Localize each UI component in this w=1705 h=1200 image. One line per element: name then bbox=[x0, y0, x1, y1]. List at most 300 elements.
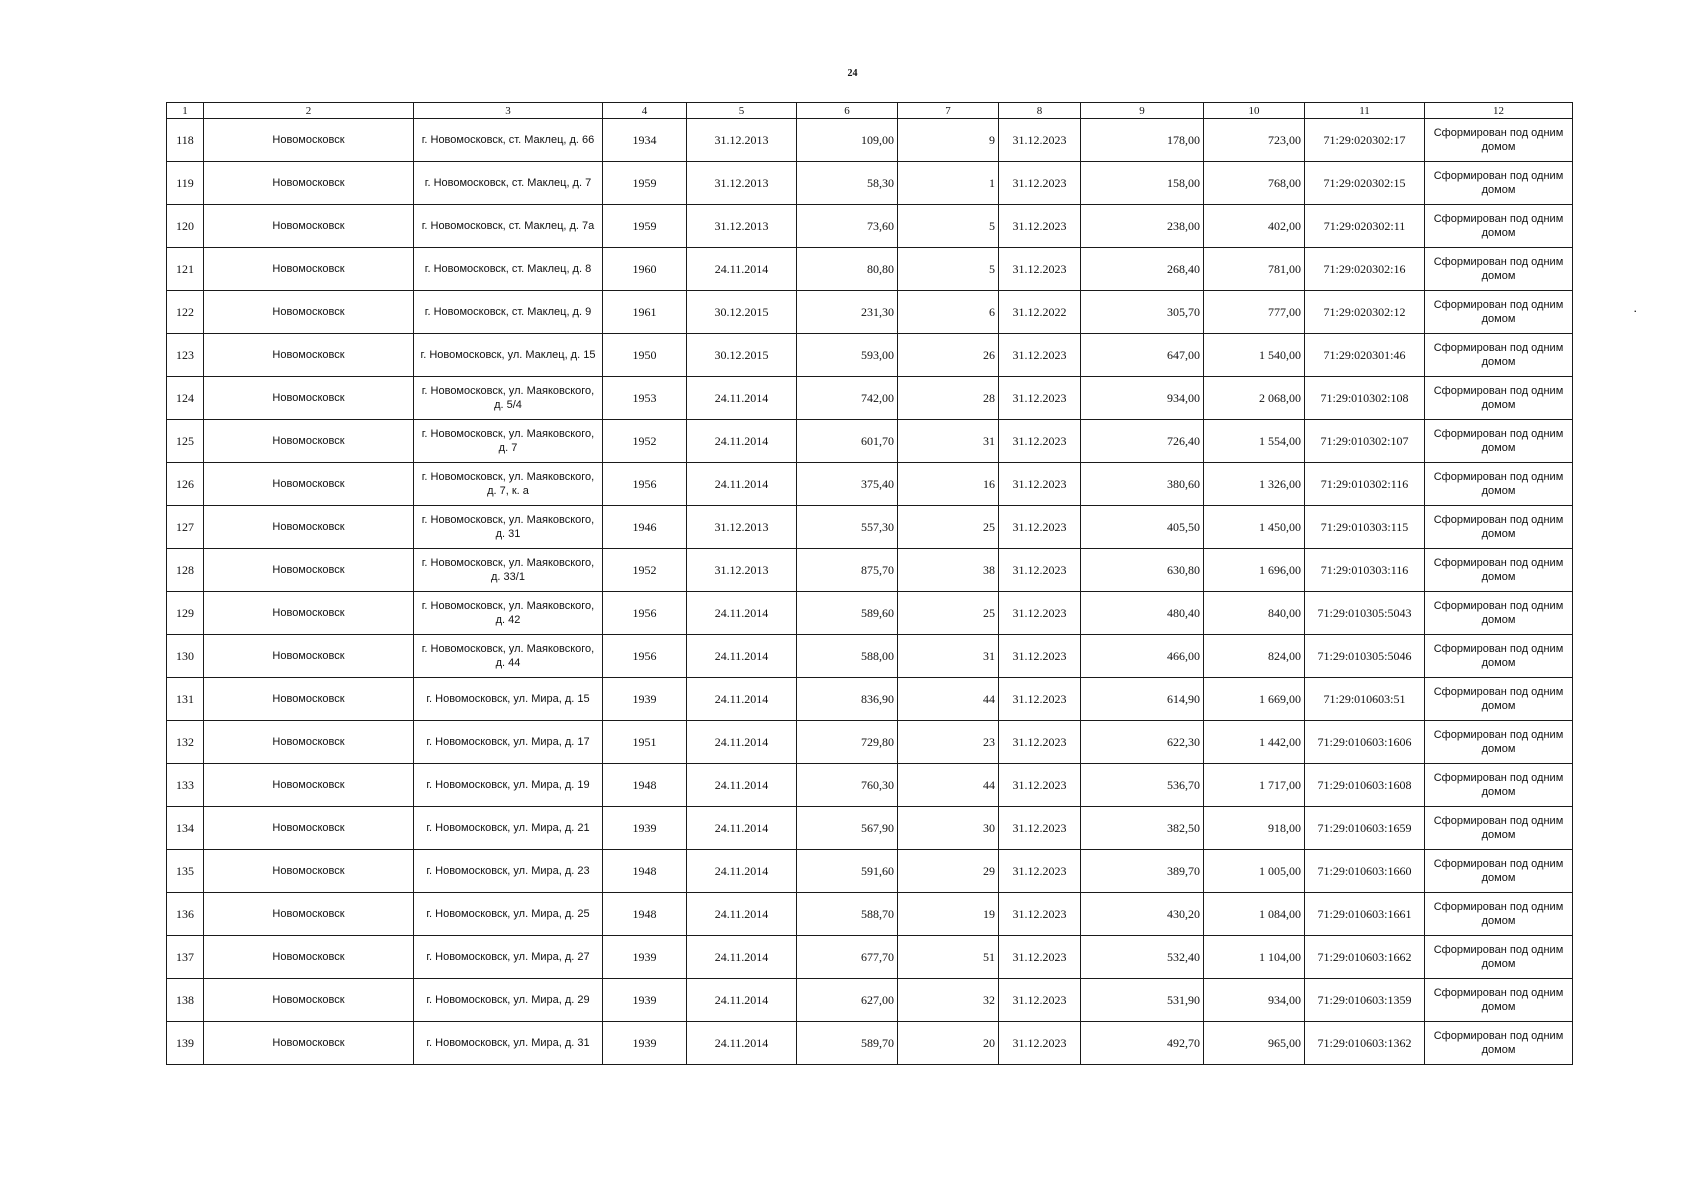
status-cell: Сформирован под одним домом bbox=[1425, 205, 1573, 248]
year-cell: 1952 bbox=[603, 420, 687, 463]
housing-registry-table bbox=[166, 102, 1573, 1065]
area-cell: 109,00 bbox=[797, 119, 898, 162]
cadastral-number-cell: 71:29:010603:1662 bbox=[1305, 936, 1425, 979]
area-cell: 760,30 bbox=[797, 764, 898, 807]
count-cell: 5 bbox=[898, 248, 999, 291]
status-cell: Сформирован под одним домом bbox=[1425, 893, 1573, 936]
row-number-cell: 125 bbox=[167, 420, 204, 463]
table-row bbox=[167, 248, 1573, 291]
deadline-date-cell: 31.12.2023 bbox=[999, 420, 1081, 463]
status-cell: Сформирован под одним домом bbox=[1425, 549, 1573, 592]
count-cell: 32 bbox=[898, 979, 999, 1022]
count-cell: 9 bbox=[898, 119, 999, 162]
value-col9-cell: 158,00 bbox=[1081, 162, 1204, 205]
value-col9-cell: 492,70 bbox=[1081, 1022, 1204, 1065]
row-number-cell: 134 bbox=[167, 807, 204, 850]
date-cell: 30.12.2015 bbox=[687, 291, 797, 334]
area-cell: 231,30 bbox=[797, 291, 898, 334]
cadastral-number-cell: 71:29:010303:116 bbox=[1305, 549, 1425, 592]
area-cell: 557,30 bbox=[797, 506, 898, 549]
table-body bbox=[167, 119, 1573, 1065]
area-cell: 375,40 bbox=[797, 463, 898, 506]
deadline-date-cell: 31.12.2023 bbox=[999, 248, 1081, 291]
count-cell: 20 bbox=[898, 1022, 999, 1065]
date-cell: 24.11.2014 bbox=[687, 463, 797, 506]
value-col9-cell: 614,90 bbox=[1081, 678, 1204, 721]
table-row bbox=[167, 678, 1573, 721]
date-cell: 24.11.2014 bbox=[687, 678, 797, 721]
value-col10-cell: 1 442,00 bbox=[1204, 721, 1305, 764]
status-cell: Сформирован под одним домом bbox=[1425, 248, 1573, 291]
cadastral-number-cell: 71:29:010603:1362 bbox=[1305, 1022, 1425, 1065]
date-cell: 24.11.2014 bbox=[687, 764, 797, 807]
column-header: 2 bbox=[204, 103, 414, 119]
status-cell: Сформирован под одним домом bbox=[1425, 979, 1573, 1022]
value-col10-cell: 965,00 bbox=[1204, 1022, 1305, 1065]
column-header: 8 bbox=[999, 103, 1081, 119]
row-number-cell: 119 bbox=[167, 162, 204, 205]
date-cell: 24.11.2014 bbox=[687, 377, 797, 420]
cadastral-number-cell: 71:29:010603:1659 bbox=[1305, 807, 1425, 850]
year-cell: 1939 bbox=[603, 807, 687, 850]
address-cell: г. Новомосковск, ст. Маклец, д. 7а bbox=[414, 205, 603, 248]
value-col9-cell: 647,00 bbox=[1081, 334, 1204, 377]
address-cell: г. Новомосковск, ул. Мира, д. 25 bbox=[414, 893, 603, 936]
city-cell: Новомосковск bbox=[204, 893, 414, 936]
value-col10-cell: 777,00 bbox=[1204, 291, 1305, 334]
count-cell: 5 bbox=[898, 205, 999, 248]
city-cell: Новомосковск bbox=[204, 463, 414, 506]
year-cell: 1946 bbox=[603, 506, 687, 549]
area-cell: 588,00 bbox=[797, 635, 898, 678]
cadastral-number-cell: 71:29:010302:107 bbox=[1305, 420, 1425, 463]
row-number-cell: 127 bbox=[167, 506, 204, 549]
status-cell: Сформирован под одним домом bbox=[1425, 1022, 1573, 1065]
deadline-date-cell: 31.12.2023 bbox=[999, 678, 1081, 721]
area-cell: 73,60 bbox=[797, 205, 898, 248]
table-row bbox=[167, 291, 1573, 334]
cadastral-number-cell: 71:29:020301:46 bbox=[1305, 334, 1425, 377]
year-cell: 1948 bbox=[603, 850, 687, 893]
city-cell: Новомосковск bbox=[204, 119, 414, 162]
value-col10-cell: 918,00 bbox=[1204, 807, 1305, 850]
address-cell: г. Новомосковск, ул. Мира, д. 15 bbox=[414, 678, 603, 721]
year-cell: 1939 bbox=[603, 979, 687, 1022]
status-cell: Сформирован под одним домом bbox=[1425, 592, 1573, 635]
status-cell: Сформирован под одним домом bbox=[1425, 721, 1573, 764]
cadastral-number-cell: 71:29:010603:1608 bbox=[1305, 764, 1425, 807]
area-cell: 627,00 bbox=[797, 979, 898, 1022]
table-row bbox=[167, 463, 1573, 506]
row-number-cell: 124 bbox=[167, 377, 204, 420]
table-row bbox=[167, 807, 1573, 850]
address-cell: г. Новомосковск, ул. Мира, д. 23 bbox=[414, 850, 603, 893]
year-cell: 1961 bbox=[603, 291, 687, 334]
date-cell: 31.12.2013 bbox=[687, 119, 797, 162]
value-col10-cell: 2 068,00 bbox=[1204, 377, 1305, 420]
deadline-date-cell: 31.12.2023 bbox=[999, 162, 1081, 205]
count-cell: 38 bbox=[898, 549, 999, 592]
address-cell: г. Новомосковск, ул. Мира, д. 27 bbox=[414, 936, 603, 979]
area-cell: 589,60 bbox=[797, 592, 898, 635]
year-cell: 1948 bbox=[603, 764, 687, 807]
status-cell: Сформирован под одним домом bbox=[1425, 463, 1573, 506]
count-cell: 44 bbox=[898, 678, 999, 721]
address-cell: г. Новомосковск, ул. Маяковского, д. 31 bbox=[414, 506, 603, 549]
count-cell: 1 bbox=[898, 162, 999, 205]
page-number: 24 bbox=[847, 68, 858, 79]
deadline-date-cell: 31.12.2022 bbox=[999, 291, 1081, 334]
value-col9-cell: 380,60 bbox=[1081, 463, 1204, 506]
status-cell: Сформирован под одним домом bbox=[1425, 334, 1573, 377]
year-cell: 1950 bbox=[603, 334, 687, 377]
value-col10-cell: 934,00 bbox=[1204, 979, 1305, 1022]
cadastral-number-cell: 71:29:010302:108 bbox=[1305, 377, 1425, 420]
value-col10-cell: 1 554,00 bbox=[1204, 420, 1305, 463]
value-col9-cell: 238,00 bbox=[1081, 205, 1204, 248]
row-number-cell: 121 bbox=[167, 248, 204, 291]
address-cell: г. Новомосковск, ст. Маклец, д. 66 bbox=[414, 119, 603, 162]
table-row bbox=[167, 850, 1573, 893]
value-col10-cell: 1 450,00 bbox=[1204, 506, 1305, 549]
city-cell: Новомосковск bbox=[204, 506, 414, 549]
year-cell: 1951 bbox=[603, 721, 687, 764]
address-cell: г. Новомосковск, ул. Маяковского, д. 5/4 bbox=[414, 377, 603, 420]
row-number-cell: 126 bbox=[167, 463, 204, 506]
area-cell: 591,60 bbox=[797, 850, 898, 893]
city-cell: Новомосковск bbox=[204, 678, 414, 721]
address-cell: г. Новомосковск, ст. Маклец, д. 9 bbox=[414, 291, 603, 334]
table-row bbox=[167, 119, 1573, 162]
row-number-cell: 135 bbox=[167, 850, 204, 893]
cadastral-number-cell: 71:29:010305:5043 bbox=[1305, 592, 1425, 635]
value-col9-cell: 622,30 bbox=[1081, 721, 1204, 764]
date-cell: 24.11.2014 bbox=[687, 592, 797, 635]
date-cell: 24.11.2014 bbox=[687, 635, 797, 678]
value-col9-cell: 630,80 bbox=[1081, 549, 1204, 592]
table-row bbox=[167, 162, 1573, 205]
row-number-cell: 132 bbox=[167, 721, 204, 764]
count-cell: 44 bbox=[898, 764, 999, 807]
city-cell: Новомосковск bbox=[204, 205, 414, 248]
row-number-cell: 138 bbox=[167, 979, 204, 1022]
value-col10-cell: 824,00 bbox=[1204, 635, 1305, 678]
count-cell: 25 bbox=[898, 592, 999, 635]
year-cell: 1939 bbox=[603, 678, 687, 721]
city-cell: Новомосковск bbox=[204, 764, 414, 807]
date-cell: 30.12.2015 bbox=[687, 334, 797, 377]
value-col9-cell: 466,00 bbox=[1081, 635, 1204, 678]
value-col9-cell: 382,50 bbox=[1081, 807, 1204, 850]
area-cell: 593,00 bbox=[797, 334, 898, 377]
area-cell: 58,30 bbox=[797, 162, 898, 205]
city-cell: Новомосковск bbox=[204, 850, 414, 893]
cadastral-number-cell: 71:29:020302:15 bbox=[1305, 162, 1425, 205]
deadline-date-cell: 31.12.2023 bbox=[999, 936, 1081, 979]
area-cell: 729,80 bbox=[797, 721, 898, 764]
city-cell: Новомосковск bbox=[204, 291, 414, 334]
table-row bbox=[167, 764, 1573, 807]
value-col10-cell: 1 696,00 bbox=[1204, 549, 1305, 592]
value-col9-cell: 531,90 bbox=[1081, 979, 1204, 1022]
value-col10-cell: 1 717,00 bbox=[1204, 764, 1305, 807]
row-number-cell: 131 bbox=[167, 678, 204, 721]
cadastral-number-cell: 71:29:010603:1661 bbox=[1305, 893, 1425, 936]
date-cell: 24.11.2014 bbox=[687, 1022, 797, 1065]
address-cell: г. Новомосковск, ул. Маяковского, д. 33/1 bbox=[414, 549, 603, 592]
scan-mark: . bbox=[1634, 304, 1637, 314]
deadline-date-cell: 31.12.2023 bbox=[999, 979, 1081, 1022]
year-cell: 1956 bbox=[603, 463, 687, 506]
cadastral-number-cell: 71:29:010603:1359 bbox=[1305, 979, 1425, 1022]
area-cell: 588,70 bbox=[797, 893, 898, 936]
cadastral-number-cell: 71:29:010603:51 bbox=[1305, 678, 1425, 721]
city-cell: Новомосковск bbox=[204, 979, 414, 1022]
column-header: 12 bbox=[1425, 103, 1573, 119]
table-row bbox=[167, 549, 1573, 592]
cadastral-number-cell: 71:29:010603:1606 bbox=[1305, 721, 1425, 764]
date-cell: 24.11.2014 bbox=[687, 420, 797, 463]
value-col9-cell: 934,00 bbox=[1081, 377, 1204, 420]
value-col9-cell: 726,40 bbox=[1081, 420, 1204, 463]
count-cell: 19 bbox=[898, 893, 999, 936]
status-cell: Сформирован под одним домом bbox=[1425, 291, 1573, 334]
value-col9-cell: 405,50 bbox=[1081, 506, 1204, 549]
address-cell: г. Новомосковск, ул. Мира, д. 19 bbox=[414, 764, 603, 807]
header-row bbox=[167, 103, 1573, 119]
value-col9-cell: 430,20 bbox=[1081, 893, 1204, 936]
column-header: 10 bbox=[1204, 103, 1305, 119]
deadline-date-cell: 31.12.2023 bbox=[999, 893, 1081, 936]
value-col10-cell: 781,00 bbox=[1204, 248, 1305, 291]
table-row bbox=[167, 506, 1573, 549]
area-cell: 589,70 bbox=[797, 1022, 898, 1065]
date-cell: 31.12.2013 bbox=[687, 205, 797, 248]
address-cell: г. Новомосковск, ст. Маклец, д. 7 bbox=[414, 162, 603, 205]
address-cell: г. Новомосковск, ул. Маяковского, д. 7, к. а bbox=[414, 463, 603, 506]
column-header: 5 bbox=[687, 103, 797, 119]
value-col10-cell: 1 540,00 bbox=[1204, 334, 1305, 377]
date-cell: 24.11.2014 bbox=[687, 850, 797, 893]
cadastral-number-cell: 71:29:020302:11 bbox=[1305, 205, 1425, 248]
table-row bbox=[167, 420, 1573, 463]
deadline-date-cell: 31.12.2023 bbox=[999, 721, 1081, 764]
city-cell: Новомосковск bbox=[204, 635, 414, 678]
year-cell: 1934 bbox=[603, 119, 687, 162]
deadline-date-cell: 31.12.2023 bbox=[999, 119, 1081, 162]
date-cell: 31.12.2013 bbox=[687, 549, 797, 592]
column-header: 7 bbox=[898, 103, 999, 119]
deadline-date-cell: 31.12.2023 bbox=[999, 592, 1081, 635]
value-col9-cell: 389,70 bbox=[1081, 850, 1204, 893]
cadastral-number-cell: 71:29:010305:5046 bbox=[1305, 635, 1425, 678]
year-cell: 1959 bbox=[603, 162, 687, 205]
deadline-date-cell: 31.12.2023 bbox=[999, 635, 1081, 678]
deadline-date-cell: 31.12.2023 bbox=[999, 377, 1081, 420]
year-cell: 1960 bbox=[603, 248, 687, 291]
deadline-date-cell: 31.12.2023 bbox=[999, 334, 1081, 377]
count-cell: 16 bbox=[898, 463, 999, 506]
value-col10-cell: 1 326,00 bbox=[1204, 463, 1305, 506]
value-col9-cell: 480,40 bbox=[1081, 592, 1204, 635]
status-cell: Сформирован под одним домом bbox=[1425, 506, 1573, 549]
deadline-date-cell: 31.12.2023 bbox=[999, 1022, 1081, 1065]
table-row bbox=[167, 592, 1573, 635]
table-row bbox=[167, 1022, 1573, 1065]
city-cell: Новомосковск bbox=[204, 592, 414, 635]
city-cell: Новомосковск bbox=[204, 721, 414, 764]
row-number-cell: 139 bbox=[167, 1022, 204, 1065]
column-header: 11 bbox=[1305, 103, 1425, 119]
area-cell: 80,80 bbox=[797, 248, 898, 291]
row-number-cell: 123 bbox=[167, 334, 204, 377]
cadastral-number-cell: 71:29:010603:1660 bbox=[1305, 850, 1425, 893]
cadastral-number-cell: 71:29:020302:16 bbox=[1305, 248, 1425, 291]
deadline-date-cell: 31.12.2023 bbox=[999, 463, 1081, 506]
date-cell: 31.12.2013 bbox=[687, 162, 797, 205]
column-header: 6 bbox=[797, 103, 898, 119]
value-col9-cell: 305,70 bbox=[1081, 291, 1204, 334]
address-cell: г. Новомосковск, ул. Маяковского, д. 42 bbox=[414, 592, 603, 635]
year-cell: 1939 bbox=[603, 1022, 687, 1065]
value-col10-cell: 1 084,00 bbox=[1204, 893, 1305, 936]
city-cell: Новомосковск bbox=[204, 377, 414, 420]
year-cell: 1953 bbox=[603, 377, 687, 420]
city-cell: Новомосковск bbox=[204, 549, 414, 592]
year-cell: 1952 bbox=[603, 549, 687, 592]
city-cell: Новомосковск bbox=[204, 420, 414, 463]
address-cell: г. Новомосковск, ул. Маяковского, д. 44 bbox=[414, 635, 603, 678]
row-number-cell: 130 bbox=[167, 635, 204, 678]
area-cell: 567,90 bbox=[797, 807, 898, 850]
value-col10-cell: 723,00 bbox=[1204, 119, 1305, 162]
date-cell: 24.11.2014 bbox=[687, 979, 797, 1022]
count-cell: 25 bbox=[898, 506, 999, 549]
area-cell: 601,70 bbox=[797, 420, 898, 463]
address-cell: г. Новомосковск, ул. Маяковского, д. 7 bbox=[414, 420, 603, 463]
row-number-cell: 122 bbox=[167, 291, 204, 334]
area-cell: 875,70 bbox=[797, 549, 898, 592]
count-cell: 29 bbox=[898, 850, 999, 893]
deadline-date-cell: 31.12.2023 bbox=[999, 764, 1081, 807]
year-cell: 1959 bbox=[603, 205, 687, 248]
date-cell: 24.11.2014 bbox=[687, 893, 797, 936]
count-cell: 31 bbox=[898, 420, 999, 463]
row-number-cell: 128 bbox=[167, 549, 204, 592]
table-row bbox=[167, 635, 1573, 678]
address-cell: г. Новомосковск, ст. Маклец, д. 8 bbox=[414, 248, 603, 291]
area-cell: 742,00 bbox=[797, 377, 898, 420]
row-number-cell: 136 bbox=[167, 893, 204, 936]
value-col10-cell: 1 005,00 bbox=[1204, 850, 1305, 893]
city-cell: Новомосковск bbox=[204, 334, 414, 377]
count-cell: 51 bbox=[898, 936, 999, 979]
row-number-cell: 120 bbox=[167, 205, 204, 248]
address-cell: г. Новомосковск, ул. Мира, д. 21 bbox=[414, 807, 603, 850]
city-cell: Новомосковск bbox=[204, 248, 414, 291]
date-cell: 24.11.2014 bbox=[687, 721, 797, 764]
date-cell: 24.11.2014 bbox=[687, 807, 797, 850]
row-number-cell: 118 bbox=[167, 119, 204, 162]
deadline-date-cell: 31.12.2023 bbox=[999, 807, 1081, 850]
status-cell: Сформирован под одним домом bbox=[1425, 807, 1573, 850]
count-cell: 28 bbox=[898, 377, 999, 420]
deadline-date-cell: 31.12.2023 bbox=[999, 506, 1081, 549]
status-cell: Сформирован под одним домом bbox=[1425, 119, 1573, 162]
value-col9-cell: 536,70 bbox=[1081, 764, 1204, 807]
status-cell: Сформирован под одним домом bbox=[1425, 377, 1573, 420]
count-cell: 6 bbox=[898, 291, 999, 334]
cadastral-number-cell: 71:29:020302:17 bbox=[1305, 119, 1425, 162]
table-row bbox=[167, 205, 1573, 248]
status-cell: Сформирован под одним домом bbox=[1425, 850, 1573, 893]
column-header: 9 bbox=[1081, 103, 1204, 119]
value-col10-cell: 768,00 bbox=[1204, 162, 1305, 205]
value-col10-cell: 840,00 bbox=[1204, 592, 1305, 635]
value-col10-cell: 1 669,00 bbox=[1204, 678, 1305, 721]
address-cell: г. Новомосковск, ул. Маклец, д. 15 bbox=[414, 334, 603, 377]
row-number-cell: 129 bbox=[167, 592, 204, 635]
status-cell: Сформирован под одним домом bbox=[1425, 936, 1573, 979]
city-cell: Новомосковск bbox=[204, 936, 414, 979]
address-cell: г. Новомосковск, ул. Мира, д. 17 bbox=[414, 721, 603, 764]
value-col9-cell: 178,00 bbox=[1081, 119, 1204, 162]
table-row bbox=[167, 893, 1573, 936]
year-cell: 1956 bbox=[603, 635, 687, 678]
address-cell: г. Новомосковск, ул. Мира, д. 31 bbox=[414, 1022, 603, 1065]
cadastral-number-cell: 71:29:010303:115 bbox=[1305, 506, 1425, 549]
table-row bbox=[167, 936, 1573, 979]
deadline-date-cell: 31.12.2023 bbox=[999, 205, 1081, 248]
cadastral-number-cell: 71:29:020302:12 bbox=[1305, 291, 1425, 334]
year-cell: 1948 bbox=[603, 893, 687, 936]
column-header: 1 bbox=[167, 103, 204, 119]
date-cell: 24.11.2014 bbox=[687, 248, 797, 291]
status-cell: Сформирован под одним домом bbox=[1425, 678, 1573, 721]
address-cell: г. Новомосковск, ул. Мира, д. 29 bbox=[414, 979, 603, 1022]
column-header: 3 bbox=[414, 103, 603, 119]
column-header: 4 bbox=[603, 103, 687, 119]
status-cell: Сформирован под одним домом bbox=[1425, 635, 1573, 678]
value-col10-cell: 402,00 bbox=[1204, 205, 1305, 248]
count-cell: 31 bbox=[898, 635, 999, 678]
status-cell: Сформирован под одним домом bbox=[1425, 764, 1573, 807]
value-col10-cell: 1 104,00 bbox=[1204, 936, 1305, 979]
value-col9-cell: 268,40 bbox=[1081, 248, 1204, 291]
status-cell: Сформирован под одним домом bbox=[1425, 420, 1573, 463]
table-row bbox=[167, 377, 1573, 420]
table-row bbox=[167, 334, 1573, 377]
table-row bbox=[167, 721, 1573, 764]
table-row bbox=[167, 979, 1573, 1022]
count-cell: 23 bbox=[898, 721, 999, 764]
deadline-date-cell: 31.12.2023 bbox=[999, 549, 1081, 592]
city-cell: Новомосковск bbox=[204, 1022, 414, 1065]
year-cell: 1956 bbox=[603, 592, 687, 635]
year-cell: 1939 bbox=[603, 936, 687, 979]
table-header bbox=[167, 103, 1573, 119]
date-cell: 24.11.2014 bbox=[687, 936, 797, 979]
city-cell: Новомосковск bbox=[204, 162, 414, 205]
date-cell: 31.12.2013 bbox=[687, 506, 797, 549]
area-cell: 836,90 bbox=[797, 678, 898, 721]
row-number-cell: 137 bbox=[167, 936, 204, 979]
row-number-cell: 133 bbox=[167, 764, 204, 807]
deadline-date-cell: 31.12.2023 bbox=[999, 850, 1081, 893]
area-cell: 677,70 bbox=[797, 936, 898, 979]
cadastral-number-cell: 71:29:010302:116 bbox=[1305, 463, 1425, 506]
count-cell: 30 bbox=[898, 807, 999, 850]
